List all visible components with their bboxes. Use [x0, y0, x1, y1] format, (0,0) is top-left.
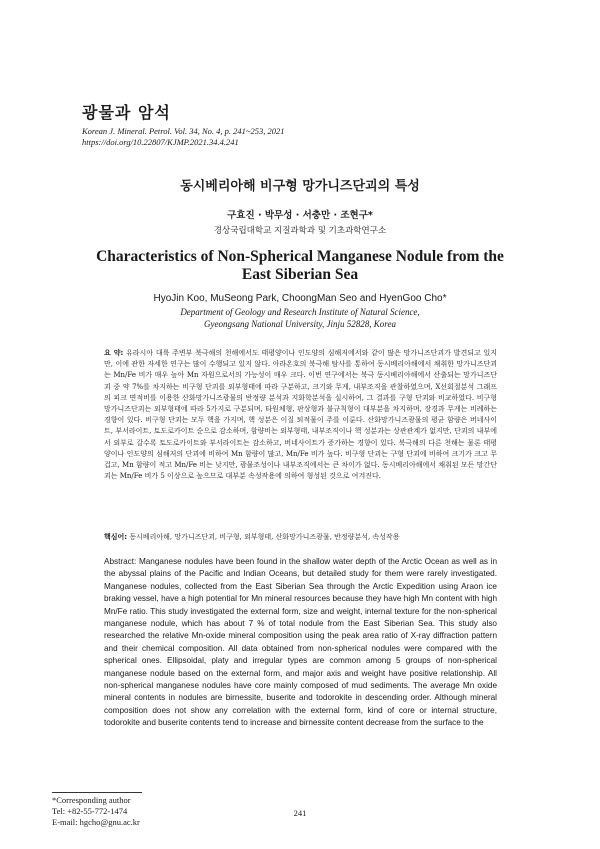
keywords-ko-text: 동시베리아해, 망가니즈단괴, 비구형, 외부형태, 산화망가니즈광물, 반정량분석, 속성작용: [129, 533, 400, 541]
journal-title-ko: 광물과 암석: [82, 103, 171, 122]
paper-title-ko: 동시베리아해 비구형 망가니즈단괴의 특성: [180, 179, 420, 194]
paper-title-en: Characteristics of Non-Spherical Manganese Nodule from the East Siberian Sea: [96, 248, 504, 283]
keywords-ko: [104, 532, 497, 543]
page-number: 241: [293, 808, 307, 818]
abstract-en-text: Manganese nodules have been found in the shallow water depth of the Arctic Ocean as well as in the abyssal plains of the Pacific and Indian Oceans, but detailed study for them were rarely investigated. Manganese nodules, collected from the East Siberian Sea through the Arctic Expedition using Araon ice braking vessel, have a high potential for Mn mineral resources because they have high Mn content with high Mn/Fe ratio. This study investigated the external form, size and weight, internal texture for the non-spherical manganese nodule, which has about 7 % of total nodule from the East Siberian Sea. This study also researched the relative Mn-oxide mineral composition using the peak area ratio of X-ray diffraction pattern and their chemical composition. All data obtained from non-spherical nodules were compared with the spherical ones. Ellipsoidal, platy and irregular types are common among 5 groups of non-spherical manganese nodule based on the external form, and major axis and weight have positive relationship. All non-spherical manganese nodules have core mainly composed of mud sediments. The average Mn oxide mineral contents in nodules are birnessite, buserite and todorokite in descending order. Although mineral composition does not show any correlation with the external form, kind of core or internal structure, todorokite and buserite contents tend to increase and birnessite content decrease from the surface to the: [104, 557, 497, 728]
citation: [82, 126, 285, 148]
affiliation-ko: 경상국립대학교 지질과학과 및 기초과학연구소: [213, 226, 387, 236]
authors-en: HyoJin Koo, MuSeong Park, ChoongMan Seo and HyenGoo Cho*: [153, 293, 447, 304]
citation-volume: Korean J. Mineral. Petrol. Vol. 34, No. 4, p. 241~253, 2021: [82, 126, 285, 136]
authors-ko: 구효진 · 박무성 · 서충만 · 조현구*: [227, 210, 373, 221]
corresponding-author-tel: Tel: +82-55-772-1474: [52, 806, 128, 816]
affiliation-en: [0, 306, 600, 330]
corresponding-author-email[interactable]: E-mail: hgcho@gnu.ac.kr: [52, 817, 140, 827]
doi-link[interactable]: https://doi.org/10.22807/KJMP.2021.34.4.241: [82, 137, 239, 147]
abstract-en: [104, 556, 497, 730]
footnote-divider: [52, 792, 142, 793]
keywords-ko-label: 핵심어:: [104, 533, 128, 541]
abstract-ko-label: 요 약:: [104, 349, 124, 357]
corresponding-author-label: *Corresponding author: [52, 795, 131, 805]
abstract-ko-text: 유라시아 대륙 주변부 북극해의 천해에서도 태평양이나 인도양의 심해저에서와 같이 많은 망가니즈단괴가 발견되고 있지만, 이에 관한 자세한 연구는 많이 수행되고 있지 않다. 아라온호의 북극해 탐사를 통하여 동시베리아해에서 채취한 망가니즈단괴는 Mn/Fe 비가 매우 높아 Mn 자원으로서의 가능성이 매우 크다. 이번 연구에서는 북극 동시베리아해에서 산출되는 망가니즈단괴 중 약 7%를 차지하는 비구형 단괴를 외부형태에 따라 구분하고, 크기와 무게, 내부조직을 관찰하였으며, X선회절분석 그래프의 피크 면적비를 이용한 산화망가니즈광물의 반정량 분석과 지화학분석을 실시하여, 그 결과를 구형 단괴와 비교하였다. 비구형 망가니즈단괴는 외부형태에 따라 5가지로 구분되며, 타원체형, 판상형과 불규칙형이 대부분을 차지하며, 장경과 무게는 비례하는 경향이 있다. 비구형 단괴는 모두 핵을 가지며, 핵 성분은 이질 퇴적물이 주를 이룬다. 산화망가니즈광물의 평균 함량은 버네사이트, 부서라이트, 토도로카이트 순으로 감소하며, 함량비는 외부형태, 내부조직이나 핵 성분과는 상관관계가 없지만, 단괴의 내부에서 외부로 갈수록 토도로카이트와 부서라이트는 감소하고, 버네사이트가 증가하는 경향이 있다. 북극해의 다른 천해는 물론 태평양이나 인도양의 심해저의 단괴에 비하여 Mn 함량이 많고, Mn/Fe 비가 높다. 비구형 단괴는 구형 단괴에 비하여 크기가 크고 무겁고, Mn 함량이 적고 Mn/Fe 비는 낮지만, 광물조성이나 내부조직에서는 큰 차이가 없다. 동시베리아해에서 채취된 모든 망간단괴는 Mn/Fe 비가 5 이상으로 높으므로 대부분 속성작용에 의하여 형성된 것으로 여겨진다.: [104, 349, 497, 481]
abstract-en-label: Abstract:: [104, 557, 137, 566]
abstract-ko: [104, 348, 497, 482]
affiliation-en-line2: Gyeongsang National University, Jinju 52828, Korea: [204, 319, 396, 329]
affiliation-en-line1: Department of Geology and Research Institute of Natural Science,: [180, 307, 420, 317]
